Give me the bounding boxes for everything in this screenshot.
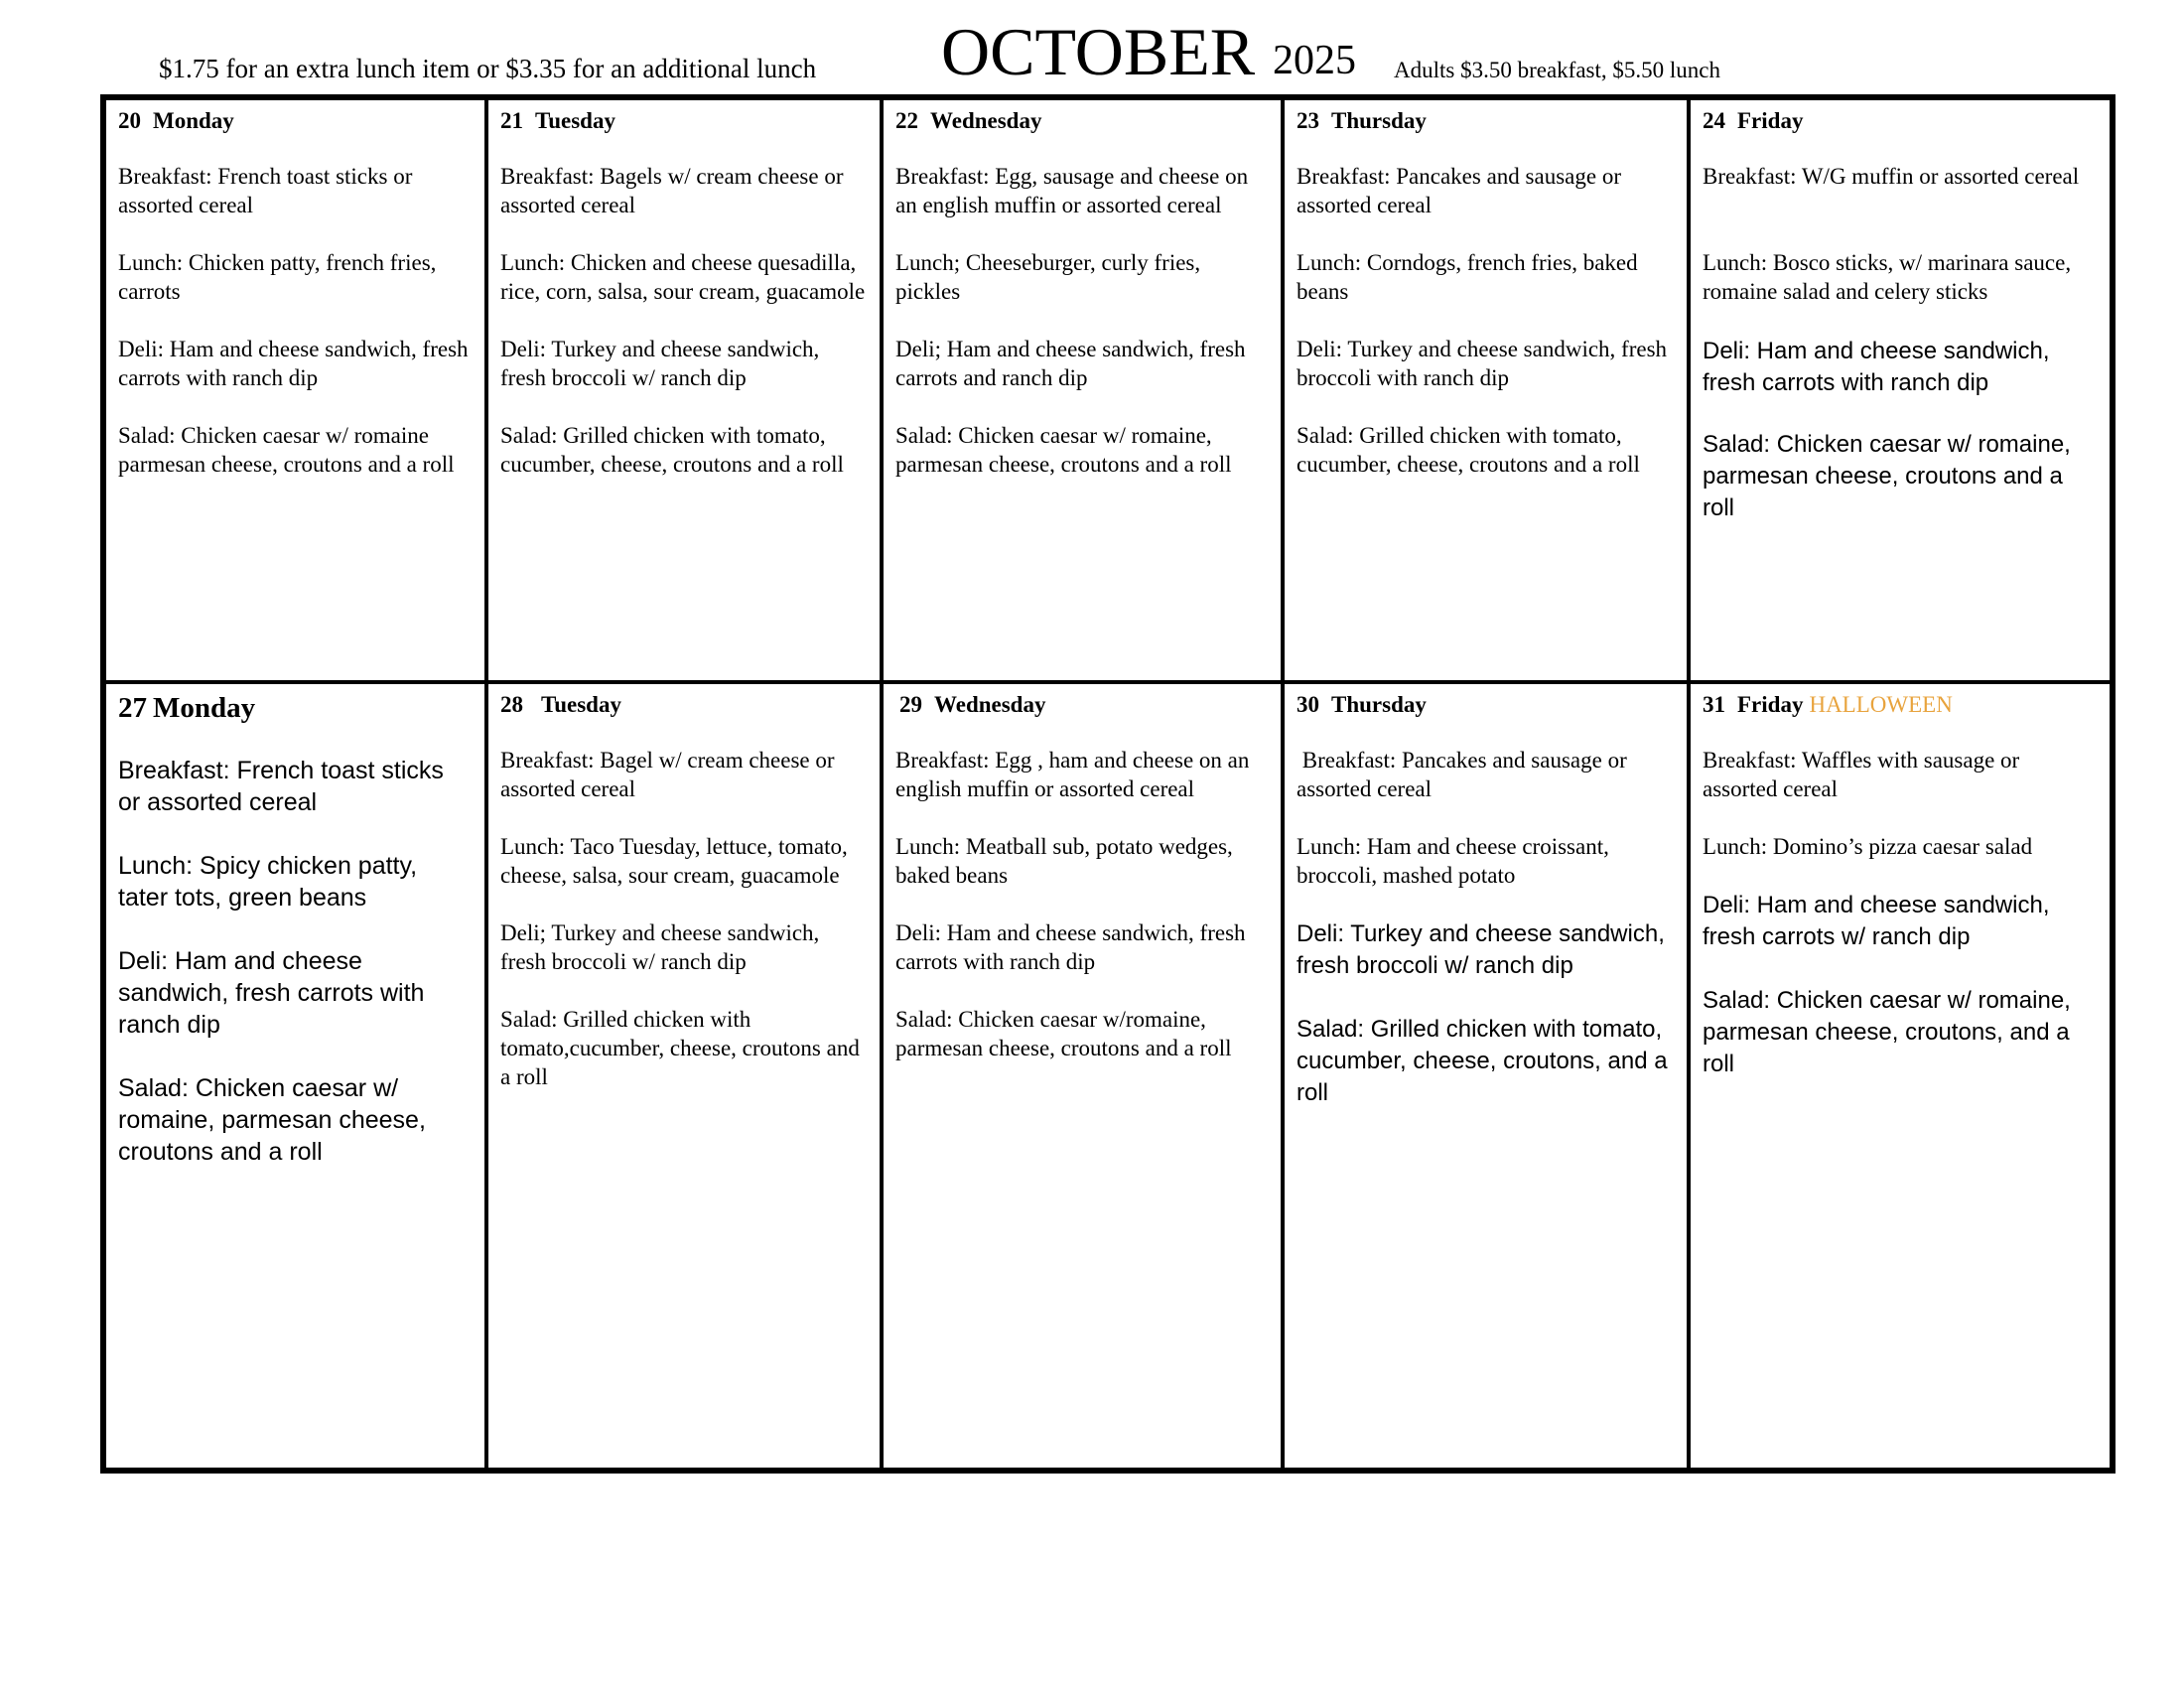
day-cell-28 bbox=[488, 684, 884, 1468]
breakfast-item: Breakfast: Egg , ham and cheese on an english muffin or assorted cereal bbox=[895, 748, 1250, 801]
day-name: Monday bbox=[153, 692, 256, 724]
day-cell-21 bbox=[488, 100, 884, 684]
year-title: 2025 bbox=[1273, 38, 1356, 83]
deli-item: Deli; Turkey and cheese sandwich, fresh broccoli w/ ranch dip bbox=[500, 920, 820, 974]
lunch-item: Lunch: Meatball sub, potato wedges, baked beans bbox=[895, 834, 1233, 888]
day-cell-20 bbox=[106, 100, 488, 684]
day-header bbox=[1297, 108, 1675, 134]
day-header bbox=[118, 692, 473, 725]
lunch-item: Lunch: Taco Tuesday, lettuce, tomato, cheese, salsa, sour cream, guacamole bbox=[500, 834, 848, 888]
deli-item: Deli: Turkey and cheese sandwich, fresh broccoli w/ ranch dip bbox=[1297, 920, 1665, 979]
day-cell-27 bbox=[106, 684, 488, 1468]
salad-item: Salad: Chicken caesar w/ romaine, parmesan cheese, croutons and a roll bbox=[118, 1074, 426, 1166]
breakfast-item: Breakfast: Bagel w/ cream cheese or assorted cereal bbox=[500, 748, 835, 801]
breakfast-item: Breakfast: W/G muffin or assorted cereal bbox=[1703, 164, 2080, 189]
adult-price-note: Adults $3.50 breakfast, $5.50 lunch bbox=[1394, 58, 1720, 82]
day-header bbox=[895, 692, 1269, 718]
lunch-item: Lunch: Bosco sticks, w/ marinara sauce, romaine salad and celery sticks bbox=[1703, 250, 2072, 304]
salad-item: Salad: Chicken caesar w/ romaine, parmesan cheese, croutons and a roll bbox=[1703, 431, 2071, 521]
menu-header bbox=[0, 0, 2184, 95]
lunch-item: Lunch: Domino’s pizza caesar salad bbox=[1703, 834, 2033, 859]
deli-item: Deli: Ham and cheese sandwich, fresh carrots with ranch dip bbox=[895, 920, 1246, 974]
day-number: 29 bbox=[899, 692, 922, 717]
salad-item: Salad: Grilled chicken with tomato, cucumber, cheese, croutons, and a roll bbox=[1297, 1016, 1668, 1106]
breakfast-item: Breakfast: Waffles with sausage or assorted cereal bbox=[1703, 748, 2020, 801]
salad-item: Salad: Chicken caesar w/ romaine, parmesan cheese, croutons, and a roll bbox=[1703, 987, 2071, 1077]
day-number: 23 bbox=[1297, 108, 1319, 133]
salad-item: Salad: Chicken caesar w/ romaine, parmesan cheese, croutons and a roll bbox=[895, 423, 1232, 477]
day-name: Wednesday bbox=[934, 692, 1046, 717]
deli-item: Deli: Ham and cheese sandwich, fresh carrots w/ ranch dip bbox=[1703, 892, 2050, 950]
salad-item: Salad: Chicken caesar w/romaine, parmesan cheese, croutons and a roll bbox=[895, 1007, 1232, 1060]
breakfast-item: Breakfast: French toast sticks or assorted cereal bbox=[118, 164, 413, 217]
day-name: Monday bbox=[153, 108, 234, 133]
lunch-item: Lunch: Chicken and cheese quesadilla, rice, corn, salsa, sour cream, guacamole bbox=[500, 250, 866, 304]
day-cell-31 bbox=[1691, 684, 2110, 1468]
day-name: Thursday bbox=[1331, 108, 1427, 133]
month-title: OCTOBER bbox=[941, 14, 1256, 89]
salad-item: Salad: Grilled chicken with tomato,cucumber, cheese, croutons and a roll bbox=[500, 1007, 860, 1089]
day-header bbox=[500, 692, 868, 718]
menu-calendar bbox=[100, 94, 2116, 1474]
day-header bbox=[895, 108, 1269, 134]
deli-item: Deli: Turkey and cheese sandwich, fresh broccoli w/ ranch dip bbox=[500, 337, 820, 390]
day-cell-24 bbox=[1691, 100, 2110, 684]
salad-item: Salad: Grilled chicken with tomato, cucumber, cheese, croutons and a roll bbox=[500, 423, 844, 477]
lunch-item: Lunch: Corndogs, french fries, baked beans bbox=[1297, 250, 1638, 304]
lunch-item: Lunch: Ham and cheese croissant, broccoli, mashed potato bbox=[1297, 834, 1609, 888]
day-name: Friday bbox=[1737, 108, 1804, 133]
day-cell-29 bbox=[884, 684, 1285, 1468]
deli-item: Deli: Turkey and cheese sandwich, fresh broccoli with ranch dip bbox=[1297, 337, 1668, 390]
day-number: 22 bbox=[895, 108, 918, 133]
breakfast-item: Breakfast: French toast sticks or assorted cereal bbox=[118, 757, 444, 816]
deli-item: Deli: Ham and cheese sandwich, fresh carrots with ranch dip bbox=[118, 337, 469, 390]
salad-item: Salad: Chicken caesar w/ romaine parmesan cheese, croutons and a roll bbox=[118, 423, 455, 477]
day-header bbox=[1703, 108, 2098, 134]
day-header bbox=[1703, 692, 2098, 718]
day-number: 24 bbox=[1703, 108, 1725, 133]
day-number: 20 bbox=[118, 108, 141, 133]
extra-lunch-price-note: $1.75 for an extra lunch item or $3.35 for an additional lunch bbox=[159, 54, 817, 83]
day-cell-23 bbox=[1285, 100, 1691, 684]
day-number: 21 bbox=[500, 108, 523, 133]
day-number: 30 bbox=[1297, 692, 1319, 717]
day-name: Friday bbox=[1737, 692, 1804, 717]
day-cell-30 bbox=[1285, 684, 1691, 1468]
deli-item: Deli; Ham and cheese sandwich, fresh carrots and ranch dip bbox=[895, 337, 1246, 390]
day-name: Wednesday bbox=[930, 108, 1042, 133]
day-number: 27 bbox=[118, 692, 147, 724]
day-number: 28 bbox=[500, 692, 523, 717]
deli-item: Deli: Ham and cheese sandwich, fresh carrots with ranch dip bbox=[1703, 338, 2050, 396]
day-cell-22 bbox=[884, 100, 1285, 684]
breakfast-item: Breakfast: Bagels w/ cream cheese or assorted cereal bbox=[500, 164, 844, 217]
breakfast-item: Breakfast: Pancakes and sausage or assorted cereal bbox=[1297, 748, 1633, 801]
lunch-item: Lunch: Spicy chicken patty, tater tots, green beans bbox=[118, 852, 418, 912]
day-name: Thursday bbox=[1331, 692, 1427, 717]
day-header bbox=[1297, 692, 1675, 718]
deli-item: Deli: Ham and cheese sandwich, fresh carrots with ranch dip bbox=[118, 947, 425, 1039]
salad-item: Salad: Grilled chicken with tomato, cucumber, cheese, croutons and a roll bbox=[1297, 423, 1640, 477]
breakfast-item: Breakfast: Egg, sausage and cheese on an english muffin or assorted cereal bbox=[895, 164, 1249, 217]
day-header bbox=[500, 108, 868, 134]
lunch-item: Lunch; Cheeseburger, curly fries, pickles bbox=[895, 250, 1201, 304]
day-name: Tuesday bbox=[541, 692, 621, 717]
halloween-label: HALLOWEEN bbox=[1809, 692, 1953, 717]
day-header bbox=[118, 108, 473, 134]
lunch-item: Lunch: Chicken patty, french fries, carrots bbox=[118, 250, 437, 304]
day-number: 31 bbox=[1703, 692, 1725, 717]
breakfast-item: Breakfast: Pancakes and sausage or assorted cereal bbox=[1297, 164, 1621, 217]
day-name: Tuesday bbox=[535, 108, 615, 133]
